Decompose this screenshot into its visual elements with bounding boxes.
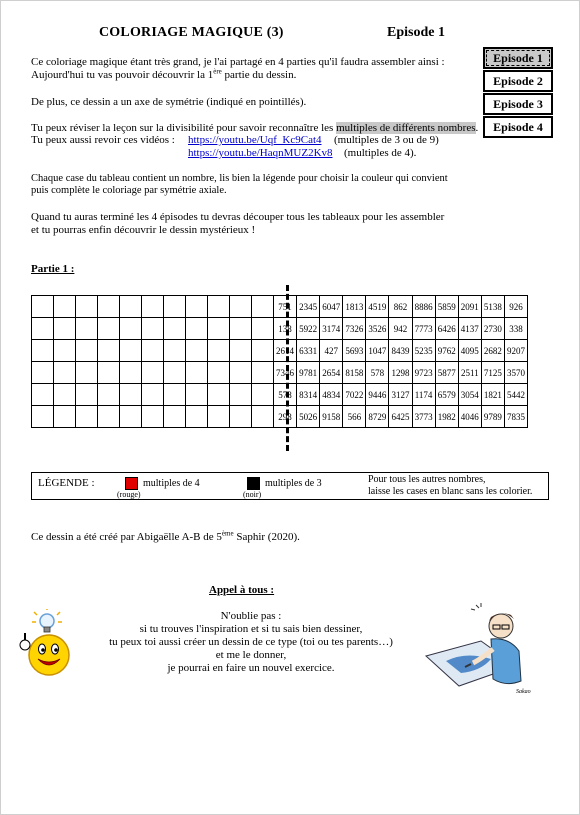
credit-text xyxy=(31,531,300,543)
grid-cell-empty[interactable] xyxy=(142,406,164,428)
grid-cell-empty[interactable] xyxy=(76,384,98,406)
part-title: Partie 1 : xyxy=(31,263,75,275)
grid-cell-number[interactable]: 5442 xyxy=(504,384,527,406)
grid-cell-number[interactable]: 566 xyxy=(343,406,366,428)
grid-cell-number[interactable]: 1174 xyxy=(412,384,435,406)
review-highlight: multiples de différents nombres xyxy=(336,122,476,134)
legend-color-2: (noir) xyxy=(243,490,262,499)
video-note-1: (multiples de 3 ou de 9) xyxy=(334,134,439,146)
episode-2-button[interactable]: Episode 2 xyxy=(483,70,553,92)
grid-cell-number[interactable]: 4137 xyxy=(458,318,481,340)
legend-color-1: (rouge) xyxy=(117,490,141,499)
grid-cell-empty[interactable] xyxy=(208,384,230,406)
intro-line-1: Ce coloriage magique étant très grand, je l'ai partagé en 4 parties qu'il faudra assembler ainsi : xyxy=(31,56,445,68)
grid-cell-empty[interactable] xyxy=(32,340,54,362)
episode-4-button[interactable]: Episode 4 xyxy=(483,116,553,138)
grid-cell-empty[interactable] xyxy=(76,340,98,362)
grid-cell-empty[interactable] xyxy=(32,384,54,406)
grid-cell-empty[interactable] xyxy=(76,406,98,428)
episode-nav xyxy=(483,47,553,139)
grid-cell-empty[interactable] xyxy=(164,296,186,318)
grid-row xyxy=(32,296,528,318)
grid-cell-number[interactable]: 9762 xyxy=(435,340,458,362)
appel-line: si tu trouves l'inspiration et si tu sais bien dessiner, xyxy=(139,623,363,635)
grid-cell-number[interactable]: 578 xyxy=(366,362,389,384)
legend-item-2: multiples de 3 xyxy=(265,478,322,489)
credit-sup: ème xyxy=(221,529,234,538)
grid-cell-number[interactable]: 942 xyxy=(389,318,412,340)
grid-cell-empty[interactable] xyxy=(164,406,186,428)
grid-cell-number[interactable]: 751 xyxy=(274,296,297,318)
grid-cell-empty[interactable] xyxy=(54,340,76,362)
grid-cell-number[interactable]: 5859 xyxy=(435,296,458,318)
instruction-line-2: puis complète le coloriage par symétrie axiale. xyxy=(31,185,227,196)
grid-cell-number[interactable]: 1813 xyxy=(343,296,366,318)
grid-cell-number[interactable]: 9446 xyxy=(366,384,389,406)
grid-cell-empty[interactable] xyxy=(120,296,142,318)
appel-line: N'oublie pas : xyxy=(220,610,282,622)
grid-cell-number[interactable]: 298 xyxy=(274,406,297,428)
grid-cell-empty[interactable] xyxy=(142,296,164,318)
grid-cell-number[interactable]: 4834 xyxy=(320,384,343,406)
grid-cell-number[interactable]: 427 xyxy=(320,340,343,362)
grid-cell-empty[interactable] xyxy=(252,384,274,406)
grid-cell-number[interactable]: 1982 xyxy=(435,406,458,428)
grid-row xyxy=(32,406,528,428)
grid-cell-empty[interactable] xyxy=(208,318,230,340)
grid-cell-empty[interactable] xyxy=(230,296,252,318)
grid-cell-empty[interactable] xyxy=(142,340,164,362)
legend-item-1: multiples de 4 xyxy=(143,478,200,489)
grid-cell-number[interactable]: 7346 xyxy=(274,362,297,384)
artist-drawing-illustration xyxy=(421,601,541,706)
grid-cell-empty[interactable] xyxy=(230,362,252,384)
grid-cell-empty[interactable] xyxy=(54,384,76,406)
grid-cell-number[interactable]: 138 xyxy=(274,318,297,340)
coloring-grid xyxy=(31,295,528,428)
page-title: COLORIAGE MAGIQUE (3) xyxy=(99,25,284,40)
grid-cell-number[interactable]: 7022 xyxy=(343,384,366,406)
grid-cell-number[interactable]: 8158 xyxy=(343,362,366,384)
grid-cell-empty[interactable] xyxy=(32,296,54,318)
credit-end: Saphir (2020). xyxy=(233,531,300,543)
grid-cell-number[interactable]: 7773 xyxy=(412,318,435,340)
signature: Sakao xyxy=(516,689,531,695)
episode-title: Episode 1 xyxy=(387,25,445,40)
grid-cell-empty[interactable] xyxy=(252,362,274,384)
grid-cell-number[interactable]: 862 xyxy=(389,296,412,318)
grid-cell-empty[interactable] xyxy=(98,362,120,384)
grid-cell-number[interactable]: 6426 xyxy=(435,318,458,340)
grid-cell-empty[interactable] xyxy=(120,384,142,406)
appel-title: Appel à tous : xyxy=(209,584,275,596)
grid-cell-number[interactable]: 5693 xyxy=(343,340,366,362)
grid-cell-empty[interactable] xyxy=(186,384,208,406)
grid-cell-empty[interactable] xyxy=(54,296,76,318)
credit-start: Ce dessin a été créé par Abigaëlle A-B de 5 xyxy=(31,531,222,543)
grid-cell-empty[interactable] xyxy=(230,406,252,428)
grid-cell-empty[interactable] xyxy=(142,384,164,406)
grid-cell-number[interactable]: 5877 xyxy=(435,362,458,384)
grid-cell-number[interactable]: 4046 xyxy=(458,406,481,428)
grid-cell-number[interactable]: 9207 xyxy=(504,340,527,362)
grid-cell-number[interactable]: 6579 xyxy=(435,384,458,406)
grid-cell-number[interactable]: 5138 xyxy=(481,296,504,318)
grid-cell-number[interactable]: 3570 xyxy=(504,362,527,384)
grid-cell-number[interactable]: 9789 xyxy=(481,406,504,428)
grid-cell-empty[interactable] xyxy=(54,318,76,340)
grid-cell-empty[interactable] xyxy=(120,362,142,384)
video-link-1[interactable]: https://youtu.be/Uqf_Kc9Cat4 xyxy=(188,134,322,146)
black-swatch xyxy=(247,477,260,490)
grid-cell-number[interactable]: 2345 xyxy=(297,296,320,318)
grid-cell-number[interactable]: 3127 xyxy=(389,384,412,406)
grid-cell-empty[interactable] xyxy=(186,362,208,384)
grid-row xyxy=(32,340,528,362)
grid-cell-number[interactable]: 5235 xyxy=(412,340,435,362)
grid-cell-empty[interactable] xyxy=(76,318,98,340)
grid-cell-number[interactable]: 8729 xyxy=(366,406,389,428)
episode-3-button[interactable]: Episode 3 xyxy=(483,93,553,115)
grid-cell-number[interactable]: 578 xyxy=(274,384,297,406)
grid-cell-number[interactable]: 8886 xyxy=(412,296,435,318)
review-text-end: . xyxy=(475,122,479,134)
grid-cell-empty[interactable] xyxy=(208,340,230,362)
symmetry-axis xyxy=(286,285,289,451)
coloring-table xyxy=(31,295,528,428)
grid-cell-empty[interactable] xyxy=(230,384,252,406)
legend-label: LÉGENDE : xyxy=(38,477,95,489)
grid-cell-number[interactable]: 9723 xyxy=(412,362,435,384)
grid-cell-number[interactable]: 9158 xyxy=(320,406,343,428)
grid-cell-number[interactable]: 6425 xyxy=(389,406,412,428)
grid-cell-empty[interactable] xyxy=(252,296,274,318)
grid-cell-empty[interactable] xyxy=(32,362,54,384)
grid-cell-number[interactable]: 4095 xyxy=(458,340,481,362)
grid-cell-number[interactable]: 5026 xyxy=(297,406,320,428)
grid-cell-number[interactable]: 9781 xyxy=(297,362,320,384)
grid-cell-empty[interactable] xyxy=(54,362,76,384)
grid-cell-number[interactable]: 2682 xyxy=(481,340,504,362)
video-note-2: (multiples de 4). xyxy=(344,147,417,159)
legend-box xyxy=(31,472,549,500)
intro-line-2-end: partie du dessin. xyxy=(221,69,297,81)
grid-cell-empty[interactable] xyxy=(164,362,186,384)
grid-cell-number[interactable]: 1821 xyxy=(481,384,504,406)
grid-cell-number[interactable]: 7125 xyxy=(481,362,504,384)
grid-cell-number[interactable]: 2730 xyxy=(481,318,504,340)
grid-cell-empty[interactable] xyxy=(142,362,164,384)
grid-cell-empty[interactable] xyxy=(32,406,54,428)
final-line-1: Quand tu auras terminé les 4 épisodes tu devras découper tous les tableaux pour les assembler xyxy=(31,211,445,223)
videos-label: Tu peux aussi revoir ces vidéos : xyxy=(31,134,175,146)
grid-cell-number[interactable]: 7326 xyxy=(343,318,366,340)
grid-cell-number[interactable]: 5922 xyxy=(297,318,320,340)
grid-cell-number[interactable]: 338 xyxy=(504,318,527,340)
grid-cell-empty[interactable] xyxy=(252,318,274,340)
grid-row xyxy=(32,318,528,340)
intro-line-2-text: Aujourd'hui tu vas pouvoir découvrir la 1 xyxy=(31,69,214,81)
grid-cell-empty[interactable] xyxy=(54,406,76,428)
grid-cell-number[interactable]: 4519 xyxy=(366,296,389,318)
episode-1-button[interactable]: Episode 1 xyxy=(483,47,553,69)
grid-cell-empty[interactable] xyxy=(186,340,208,362)
grid-cell-empty[interactable] xyxy=(120,340,142,362)
video-link-2[interactable]: https://youtu.be/HaqnMUZ2Kv8 xyxy=(188,147,333,159)
grid-cell-number[interactable]: 2654 xyxy=(320,362,343,384)
grid-cell-empty[interactable] xyxy=(252,406,274,428)
grid-cell-empty[interactable] xyxy=(208,362,230,384)
grid-cell-empty[interactable] xyxy=(230,340,252,362)
appel-text xyxy=(81,610,421,675)
grid-cell-number[interactable]: 926 xyxy=(504,296,527,318)
grid-cell-number[interactable]: 1047 xyxy=(366,340,389,362)
intro-sup: ère xyxy=(213,67,222,76)
grid-cell-empty[interactable] xyxy=(120,318,142,340)
grid-cell-number[interactable]: 2511 xyxy=(458,362,481,384)
grid-cell-empty[interactable] xyxy=(98,296,120,318)
grid-cell-number[interactable]: 3054 xyxy=(458,384,481,406)
grid-cell-empty[interactable] xyxy=(230,318,252,340)
grid-cell-number[interactable]: 3773 xyxy=(412,406,435,428)
legend-other-1: Pour tous les autres nombres, xyxy=(368,474,486,485)
grid-cell-empty[interactable] xyxy=(98,340,120,362)
grid-cell-empty[interactable] xyxy=(208,406,230,428)
appel-line: tu peux toi aussi créer un dessin de ce type (toi ou tes parents…) xyxy=(109,636,393,648)
grid-cell-empty[interactable] xyxy=(252,340,274,362)
grid-cell-empty[interactable] xyxy=(76,362,98,384)
red-swatch xyxy=(125,477,138,490)
grid-cell-number[interactable]: 2091 xyxy=(458,296,481,318)
grid-cell-number[interactable]: 8314 xyxy=(297,384,320,406)
grid-cell-empty[interactable] xyxy=(164,318,186,340)
appel-line: et me le donner, xyxy=(215,649,287,661)
legend-other-2: laisse les cases en blanc sans les colorier. xyxy=(368,486,533,497)
grid-cell-number[interactable]: 3526 xyxy=(366,318,389,340)
grid-cell-empty[interactable] xyxy=(32,318,54,340)
grid-cell-number[interactable]: 2614 xyxy=(274,340,297,362)
review-text-start: Tu peux réviser la leçon sur la divisibilité pour savoir reconnaître les xyxy=(31,122,337,134)
intro-line-2 xyxy=(31,69,296,82)
instruction-line-1: Chaque case du tableau contient un nombre, lis bien la légende pour choisir la couleur qui convient xyxy=(31,173,448,184)
appel-line: je pourrai en faire un nouvel exercice. xyxy=(167,662,335,674)
grid-cell-empty[interactable] xyxy=(164,384,186,406)
grid-cell-number[interactable]: 3174 xyxy=(320,318,343,340)
grid-cell-number[interactable]: 8439 xyxy=(389,340,412,362)
grid-cell-empty[interactable] xyxy=(98,406,120,428)
grid-row xyxy=(32,384,528,406)
grid-cell-empty[interactable] xyxy=(76,296,98,318)
grid-cell-number[interactable]: 6047 xyxy=(320,296,343,318)
grid-cell-empty[interactable] xyxy=(186,406,208,428)
symmetry-text: De plus, ce dessin a un axe de symétrie (indiqué en pointillés). xyxy=(31,96,307,108)
grid-cell-empty[interactable] xyxy=(98,318,120,340)
grid-cell-empty[interactable] xyxy=(120,406,142,428)
smiley-lightbulb-icon xyxy=(15,609,75,679)
grid-cell-number[interactable]: 7835 xyxy=(504,406,527,428)
grid-cell-number[interactable]: 1298 xyxy=(389,362,412,384)
grid-cell-empty[interactable] xyxy=(142,318,164,340)
grid-row xyxy=(32,362,528,384)
grid-cell-empty[interactable] xyxy=(186,318,208,340)
final-line-2: et tu pourras enfin découvrir le dessin mystérieux ! xyxy=(31,224,256,236)
grid-cell-number[interactable]: 6331 xyxy=(297,340,320,362)
grid-cell-empty[interactable] xyxy=(208,296,230,318)
grid-cell-empty[interactable] xyxy=(98,384,120,406)
grid-cell-empty[interactable] xyxy=(164,340,186,362)
grid-cell-empty[interactable] xyxy=(186,296,208,318)
